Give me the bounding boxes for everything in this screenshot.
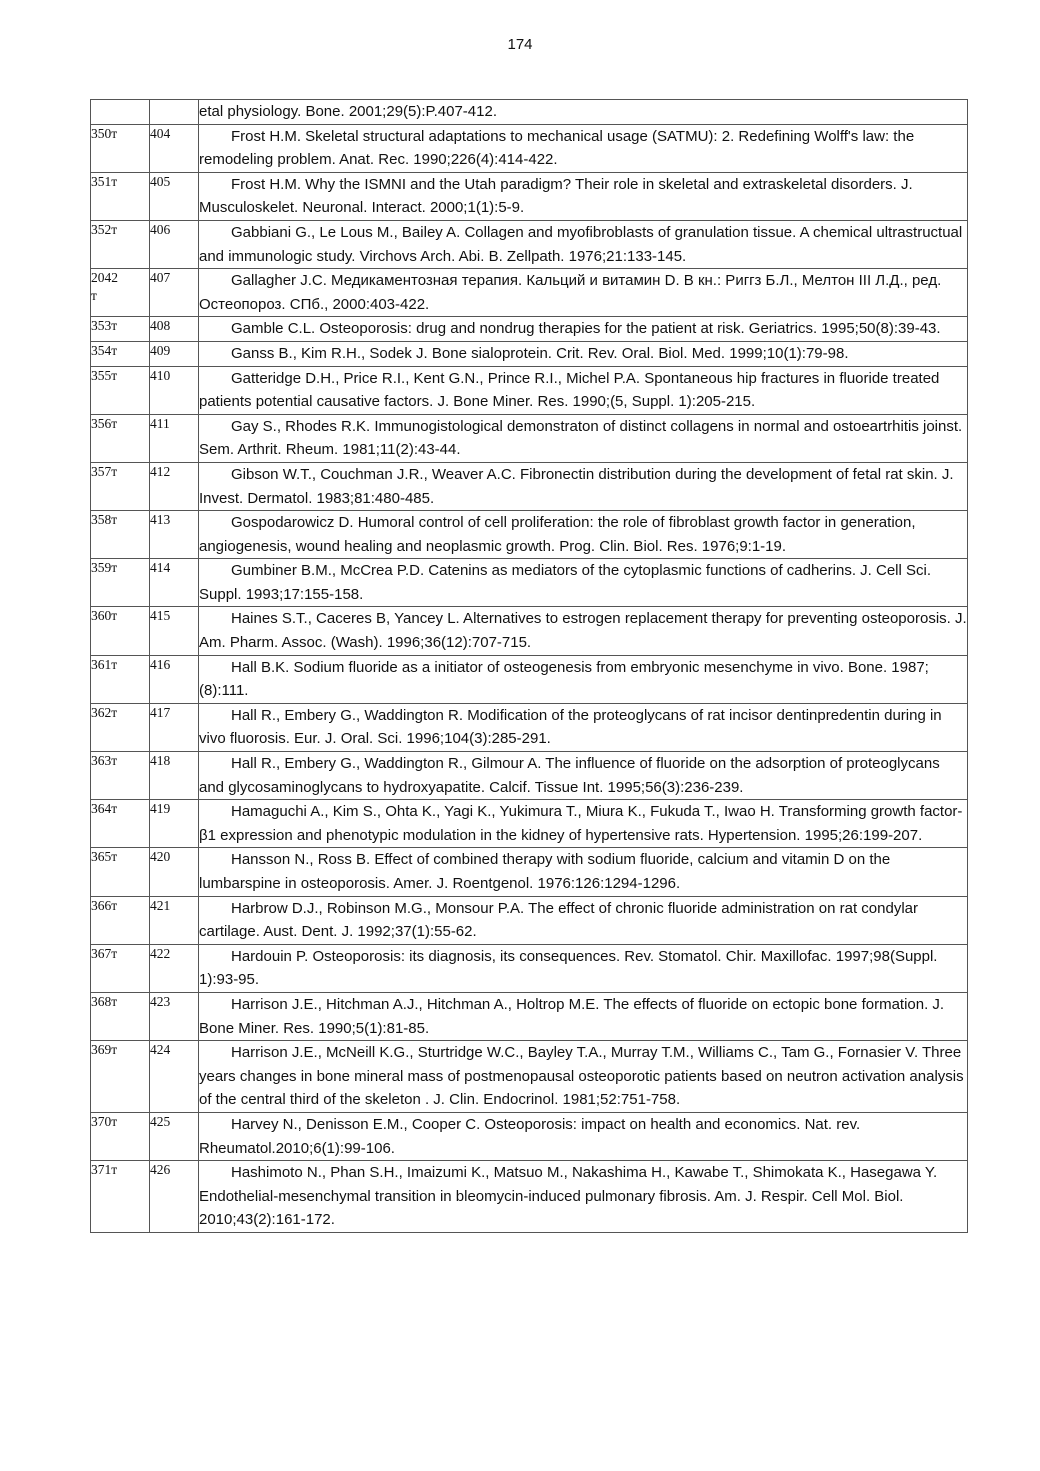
reference-citation: etal physiology. Bone. 2001;29(5):P.407-412. bbox=[199, 100, 968, 125]
reference-code: 369т bbox=[91, 1041, 150, 1113]
reference-number: 421 bbox=[150, 896, 199, 944]
reference-citation: Ganss B., Kim R.H., Sodek J. Bone sialoprotein. Crit. Rev. Oral. Biol. Med. 1999;10(1):79-98. bbox=[199, 341, 968, 366]
reference-number: 415 bbox=[150, 607, 199, 655]
reference-code: 364т bbox=[91, 800, 150, 848]
reference-citation: Harrison J.E., McNeill K.G., Sturtridge W.C., Bayley T.A., Murray T.M., Williams C., Tam G., Fornasier V. Three years changes in bone mineral mass of postmenopausal osteoporotic patients based on neutron activation analysis of the central third of the skeleton . J. Clin. Endocrinol. 1981;52:751-758. bbox=[199, 1041, 968, 1113]
reference-code: 355т bbox=[91, 366, 150, 414]
table-row bbox=[91, 944, 968, 992]
table-row bbox=[91, 124, 968, 172]
reference-citation: Gay S., Rhodes R.K. Immunogistological demonstraton of distinct collagens in normal and ostoeartrhitis joinst. Sem. Arthrit. Rheum. 1981;11(2):43-44. bbox=[199, 414, 968, 462]
reference-code: 366т bbox=[91, 896, 150, 944]
reference-code bbox=[91, 100, 150, 125]
reference-code: 365т bbox=[91, 848, 150, 896]
reference-citation: Gospodarowicz D. Humoral control of cell proliferation: the role of fibroblast growth factor in generation, angiogenesis, wound healing and neoplasmic growth. Prog. Clin. Biol. Res. 1976;9:1-19. bbox=[199, 511, 968, 559]
reference-number: 408 bbox=[150, 317, 199, 342]
reference-number: 406 bbox=[150, 220, 199, 268]
reference-number: 404 bbox=[150, 124, 199, 172]
reference-code: 352т bbox=[91, 220, 150, 268]
reference-citation: Harvey N., Denisson E.M., Cooper C. Osteoporosis: impact on health and economics. Nat. rev. Rheumatol.2010;6(1):99-106. bbox=[199, 1112, 968, 1160]
table-row bbox=[91, 848, 968, 896]
table-row bbox=[91, 172, 968, 220]
reference-number: 420 bbox=[150, 848, 199, 896]
reference-citation: Hall R., Embery G., Waddington R. Modification of the proteoglycans of rat incisor dentinpredentin during in vivo fluorosis. Eur. J. Oral. Sci. 1996;104(3):285-291. bbox=[199, 703, 968, 751]
table-row bbox=[91, 462, 968, 510]
reference-citation: Hashimoto N., Phan S.H., Imaizumi K., Matsuo M., Nakashima H., Kawabe T., Shimokata K., Hasegawa Y. Endothelial-mesenchymal transition in bleomycin-induced pulmonary fibrosis. Am. J. Respir. Cell Mol. Biol. 2010;43(2):161-172. bbox=[199, 1161, 968, 1233]
reference-code: 351т bbox=[91, 172, 150, 220]
table-row bbox=[91, 896, 968, 944]
table-row bbox=[91, 703, 968, 751]
table-row bbox=[91, 607, 968, 655]
reference-citation: Harbrow D.J., Robinson M.G., Monsour P.A. The effect of chronic fluoride administration on rat condylar cartilage. Aust. Dent. J. 1992;37(1):55-62. bbox=[199, 896, 968, 944]
reference-number: 423 bbox=[150, 992, 199, 1040]
table-row bbox=[91, 269, 968, 317]
reference-citation: Hansson N., Ross B. Effect of combined therapy with sodium fluoride, calcium and vitamin D on the lumbarspine in osteoporosis. Amer. J. Roentgenol. 1976:126:1294-1296. bbox=[199, 848, 968, 896]
reference-number: 425 bbox=[150, 1112, 199, 1160]
reference-citation: Hall B.K. Sodium fluoride as a initiator of osteogenesis from embryonic mesenchyme in vivo. Bone. 1987;(8):111. bbox=[199, 655, 968, 703]
reference-number: 416 bbox=[150, 655, 199, 703]
reference-citation: Hall R., Embery G., Waddington R., Gilmour A. The influence of fluoride on the adsorption of proteoglycans and glycosaminoglycans to hydroxyapatite. Calcif. Tissue Int. 1995;56(3):236-239. bbox=[199, 752, 968, 800]
table-row bbox=[91, 752, 968, 800]
reference-code: 371т bbox=[91, 1161, 150, 1233]
reference-number: 418 bbox=[150, 752, 199, 800]
reference-number: 409 bbox=[150, 341, 199, 366]
reference-citation: Gibson W.T., Couchman J.R., Weaver A.C. Fibronectin distribution during the development of fetal rat skin. J. Invest. Dermatol. 1983;81:480-485. bbox=[199, 462, 968, 510]
reference-code: 370т bbox=[91, 1112, 150, 1160]
reference-code: 361т bbox=[91, 655, 150, 703]
reference-code: 358т bbox=[91, 511, 150, 559]
reference-table-body bbox=[91, 100, 968, 1233]
table-row bbox=[91, 1041, 968, 1113]
table-row bbox=[91, 1161, 968, 1233]
reference-citation: Haines S.T., Caceres B, Yancey L. Alternatives to estrogen replacement therapy for preventing osteoporosis. J. Am. Pharm. Assoc. (Wash). 1996;36(12):707-715. bbox=[199, 607, 968, 655]
reference-code: 2042 т bbox=[91, 269, 150, 317]
reference-number: 426 bbox=[150, 1161, 199, 1233]
reference-citation: Harrison J.E., Hitchman A.J., Hitchman A., Holtrop M.E. The effects of fluoride on ectopic bone formation. J. Bone Miner. Res. 1990;5(1):81-85. bbox=[199, 992, 968, 1040]
table-row bbox=[91, 655, 968, 703]
reference-citation: Hardouin P. Osteoporosis: its diagnosis, its consequences. Rev. Stomatol. Chir. Maxillofac. 1997;98(Suppl. 1):93-95. bbox=[199, 944, 968, 992]
reference-citation: Frost H.M. Why the ISMNI and the Utah paradigm? Their role in skeletal and extraskeletal disorders. J. Musculoskelet. Neuronal. Interact. 2000;1(1):5-9. bbox=[199, 172, 968, 220]
reference-number: 411 bbox=[150, 414, 199, 462]
reference-code: 354т bbox=[91, 341, 150, 366]
table-row bbox=[91, 317, 968, 342]
table-row bbox=[91, 559, 968, 607]
reference-code: 367т bbox=[91, 944, 150, 992]
reference-code: 362т bbox=[91, 703, 150, 751]
reference-citation: Gatteridge D.H., Price R.I., Kent G.N., Prince R.I., Michel P.A. Spontaneous hip fractures in fluoride treated patients potential causative factors. J. Bone Miner. Res. 1990;(5, Suppl. 1):205-215. bbox=[199, 366, 968, 414]
reference-number: 422 bbox=[150, 944, 199, 992]
reference-citation: Frost H.M. Skeletal structural adaptations to mechanical usage (SATMU): 2. Redefining Wolff's law: the remodeling problem. Anat. Rec. 1990;226(4):414-422. bbox=[199, 124, 968, 172]
table-row bbox=[91, 992, 968, 1040]
reference-table bbox=[90, 99, 968, 1233]
reference-number: 407 bbox=[150, 269, 199, 317]
table-row bbox=[91, 800, 968, 848]
reference-number: 405 bbox=[150, 172, 199, 220]
page-number: 174 bbox=[507, 36, 533, 53]
reference-citation: Gumbiner B.M., McCrea P.D. Catenins as mediators of the cytoplasmic functions of cadherins. J. Cell Sci. Suppl. 1993;17:155-158. bbox=[199, 559, 968, 607]
table-row bbox=[91, 1112, 968, 1160]
reference-code: 356т bbox=[91, 414, 150, 462]
table-row bbox=[91, 341, 968, 366]
reference-code: 350т bbox=[91, 124, 150, 172]
table-row bbox=[91, 414, 968, 462]
table-row bbox=[91, 366, 968, 414]
reference-number: 413 bbox=[150, 511, 199, 559]
reference-number: 417 bbox=[150, 703, 199, 751]
reference-citation: Gamble C.L. Osteoporosis: drug and nondrug therapies for the patient at risk. Geriatrics. 1995;50(8):39-43. bbox=[199, 317, 968, 342]
reference-number: 410 bbox=[150, 366, 199, 414]
reference-number: 419 bbox=[150, 800, 199, 848]
reference-code: 357т bbox=[91, 462, 150, 510]
reference-citation: Gallagher J.C. Медикаментозная терапия. Кальций и витамин D. В кн.: Риггз Б.Л., Мелтон III Л.Д., ред. Остеопороз. СПб., 2000:403-422. bbox=[199, 269, 968, 317]
table-row bbox=[91, 100, 968, 125]
reference-code: 360т bbox=[91, 607, 150, 655]
reference-number: 412 bbox=[150, 462, 199, 510]
reference-number: 414 bbox=[150, 559, 199, 607]
reference-code: 359т bbox=[91, 559, 150, 607]
reference-number bbox=[150, 100, 199, 125]
table-row bbox=[91, 220, 968, 268]
reference-number: 424 bbox=[150, 1041, 199, 1113]
reference-citation: Hamaguchi A., Kim S., Ohta K., Yagi K., Yukimura T., Miura K., Fukuda T., Iwao H. Transforming growth factor-β1 expression and phenotypic modulation in the kidney of hypertensive rats. Hypertension. 1995;26:199-207. bbox=[199, 800, 968, 848]
reference-code: 353т bbox=[91, 317, 150, 342]
reference-citation: Gabbiani G., Le Lous M., Bailey A. Collagen and myofibroblasts of granulation tissue. A chemical ultrastructual and immunologic study. Virchovs Arch. Abi. B. Zellpath. 1976;21:133-145. bbox=[199, 220, 968, 268]
reference-code: 368т bbox=[91, 992, 150, 1040]
reference-code: 363т bbox=[91, 752, 150, 800]
table-row bbox=[91, 511, 968, 559]
